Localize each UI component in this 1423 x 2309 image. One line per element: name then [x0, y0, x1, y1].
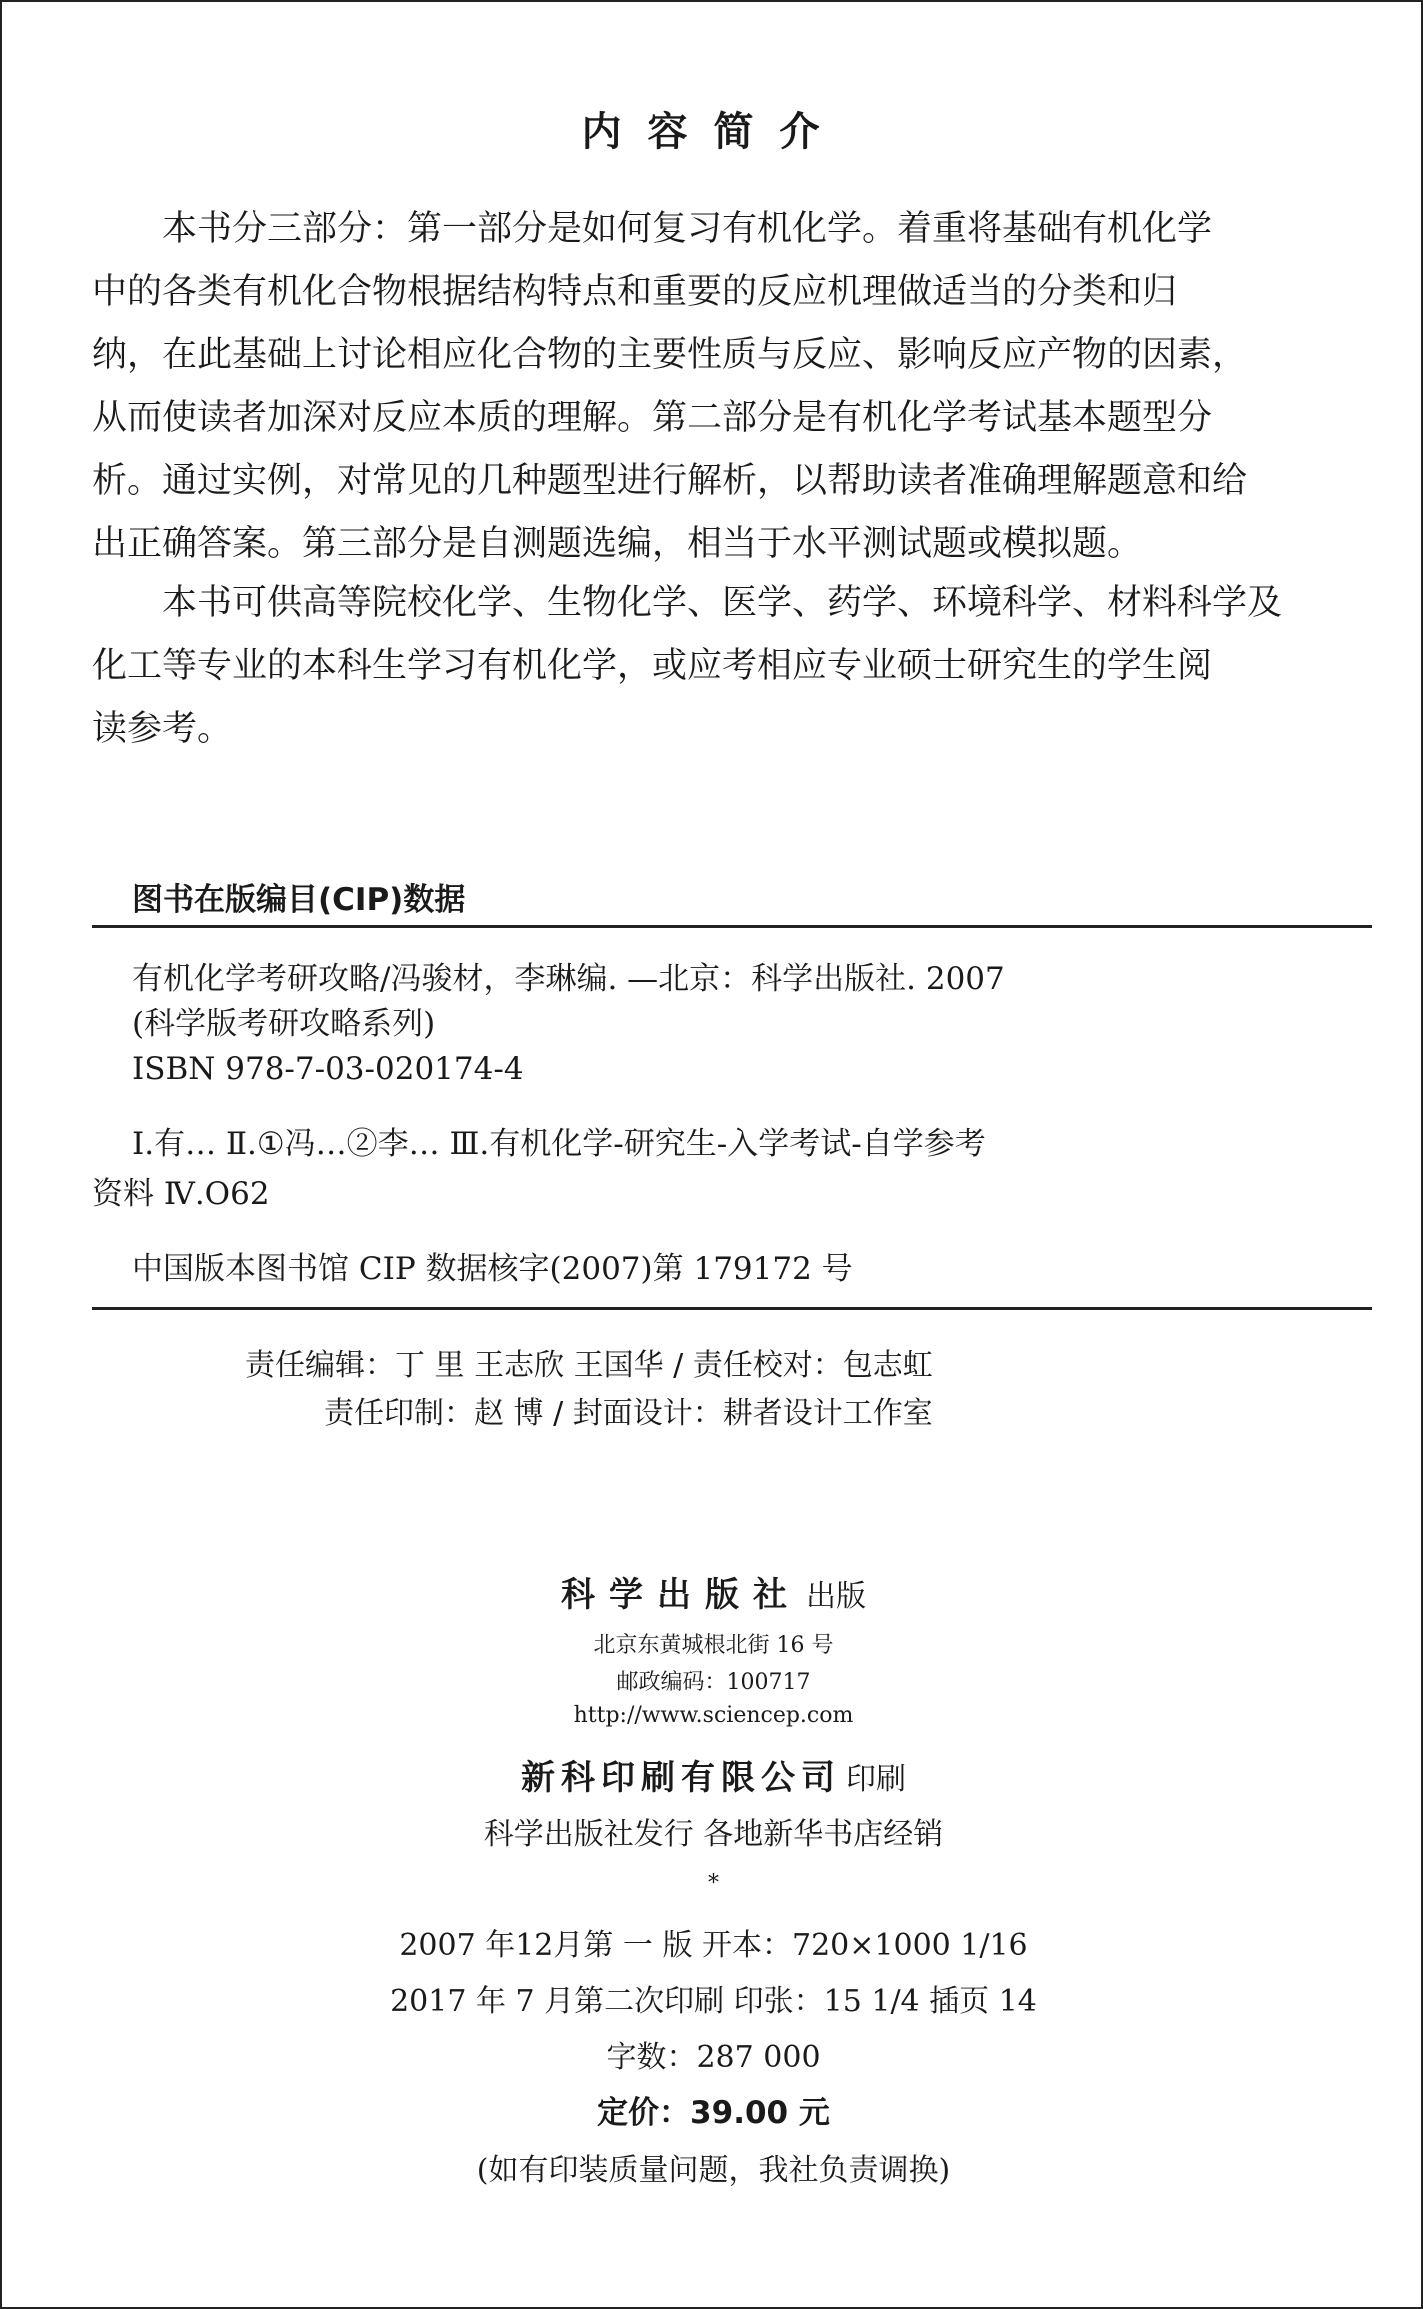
publisher-postcode: 邮政编码：100717 — [616, 1670, 811, 1695]
cip-isbn-line: ISBN 978-7-03-020174-4 — [132, 1051, 524, 1087]
summary-line: 读参考。 — [92, 709, 233, 749]
separator-star: * — [708, 1871, 719, 1896]
cip-series-line: (科学版考研攻略系列) — [132, 1006, 436, 1042]
summary-paragraph-2 — [92, 572, 1292, 761]
price-line: 定价：39.00 元 — [597, 2095, 830, 2131]
summary-line: 本书可供高等院校化学、生物化学、医学、药学、环境科学、材料科学及 — [162, 583, 1283, 623]
cip-title-line: 有机化学考研攻略/冯骏材，李琳编. —北京：科学出版社. 2007 — [132, 961, 1005, 997]
publisher-name: 科学出版社 — [560, 1575, 801, 1615]
printer-suffix: 印刷 — [846, 1762, 907, 1797]
publisher-address: 北京东黄城根北街 16 号 — [593, 1633, 834, 1658]
distribution-line: 科学出版社发行 各地新华书店经销 — [483, 1817, 944, 1852]
printer-name: 新科印刷有限公司 — [520, 1758, 841, 1798]
printing-line: 2017 年 7 月第二次印刷 印张：15 1/4 插页 14 — [390, 1984, 1037, 2019]
cip-subject-line: 资料 Ⅳ.O62 — [92, 1176, 270, 1212]
summary-line: 纳，在此基础上讨论相应化合物的主要性质与反应、影响反应产物的因素， — [92, 335, 1248, 375]
cip-number — [132, 1247, 853, 1292]
summary-title: 内容简介 — [581, 109, 846, 155]
cip-number-line: 中国版本图书馆 CIP 数据核字(2007)第 179172 号 — [132, 1251, 853, 1287]
printer-line — [2, 1750, 1423, 1799]
production-credits: 责任印制：赵 博 / 封面设计：耕者设计工作室 — [324, 1396, 933, 1431]
edition-line: 2007 年12月第 一 版 开本：720×1000 1/16 — [399, 1928, 1028, 1963]
cip-bottom-rule — [92, 1307, 1372, 1310]
summary-line: 本书分三部分：第一部分是如何复习有机化学。着重将基础有机化学 — [162, 209, 1213, 249]
publisher-suffix: 出版 — [806, 1579, 867, 1614]
cip-heading: 图书在版编目(CIP)数据 — [132, 882, 466, 918]
summary-line: 化工等专业的本科生学习有机化学，或应考相应专业硕士研究生的学生阅 — [92, 646, 1213, 686]
quality-notice: (如有印装质量问题，我社负责调换) — [476, 2153, 951, 2188]
publisher-line — [2, 1567, 1423, 1616]
cip-top-rule — [92, 925, 1372, 928]
summary-line: 出正确答案。第三部分是自测题选编，相当于水平测试题或模拟题。 — [92, 524, 1143, 564]
summary-line: 从而使读者加深对反应本质的理解。第二部分是有机化学考试基本题型分 — [92, 398, 1213, 438]
summary-line: 析。通过实例，对常见的几种题型进行解析，以帮助读者准确理解题意和给 — [92, 461, 1248, 501]
cip-subjects — [132, 1122, 986, 1167]
summary-line: 中的各类有机化合物根据结构特点和重要的反应机理做适当的分类和归 — [92, 272, 1178, 312]
cip-subject-line: Ⅰ.有… Ⅱ.①冯…②李… Ⅲ.有机化学-研究生-入学考试-自学参考 — [132, 1126, 986, 1162]
publisher-url: http://www.sciencep.com — [573, 1703, 854, 1728]
cip-subjects-cont — [92, 1172, 270, 1217]
cip-record — [132, 957, 1005, 1092]
wordcount-line: 字数：287 000 — [606, 2040, 821, 2075]
summary-paragraph-1 — [92, 198, 1292, 576]
editor-credits: 责任编辑：丁 里 王志欣 王国华 / 责任校对：包志虹 — [245, 1348, 933, 1383]
